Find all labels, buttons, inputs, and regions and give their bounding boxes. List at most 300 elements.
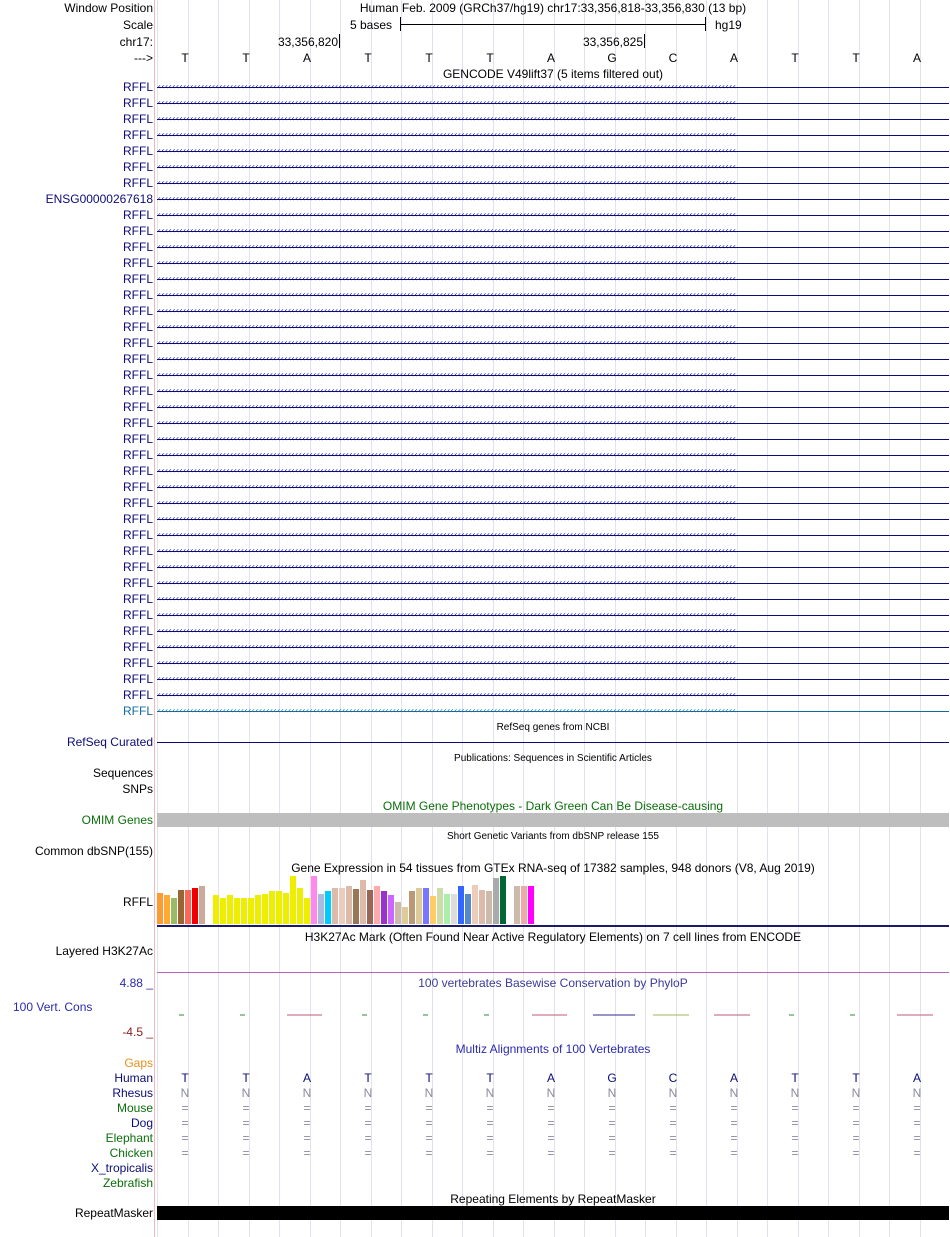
scale-text: 5 bases [350, 18, 393, 32]
multiz-base: = [669, 1146, 677, 1160]
ruler-tick-label: 33,356,820 [277, 35, 338, 49]
multiz-base: N [729, 1086, 739, 1100]
publications-sequences-label[interactable]: Sequences [92, 766, 153, 780]
multiz-base: N [180, 1086, 190, 1100]
gencode-transcript[interactable] [157, 355, 949, 363]
gencode-transcript[interactable] [157, 675, 949, 683]
multiz-base: T [852, 1071, 860, 1085]
multiz-gaps-label[interactable]: Gaps [124, 1056, 153, 1070]
gtex-tissue-bar[interactable] [416, 888, 422, 924]
h3k27ac-track-label[interactable]: Layered H3K27Ac [55, 944, 153, 958]
gencode-item-label[interactable]: ENSG00000267618 [45, 192, 153, 206]
multiz-base: = [303, 1131, 311, 1145]
multiz-base: = [181, 1101, 189, 1115]
multiz-base: N [363, 1086, 373, 1100]
gtex-tissue-bar[interactable] [437, 888, 443, 924]
label-divider [154, 0, 155, 1237]
gtex-tissue-bar[interactable] [493, 878, 499, 924]
gencode-item-label[interactable]: RFFL [123, 384, 153, 398]
gtex-tissue-bar[interactable] [276, 891, 282, 924]
strand-arrows: ‹‹‹‹‹‹‹‹‹‹‹‹‹‹‹‹‹‹‹‹‹‹‹‹‹‹‹‹‹‹‹‹‹‹‹‹‹‹‹‹‹‹‹‹‹‹‹‹‹‹‹‹‹‹‹‹‹‹‹‹‹‹‹‹‹‹‹‹‹‹‹‹‹‹‹‹‹‹‹‹‹‹‹‹‹‹‹‹‹‹‹‹‹‹‹‹‹‹‹‹‹‹‹‹‹‹‹‹‹‹‹‹‹‹‹‹‹‹‹‹‹‹‹‹‹‹‹‹‹‹‹‹‹‹‹‹‹‹‹‹‹‹‹‹‹‹‹‹‹‹‹‹‹‹‹‹‹‹‹‹ [157, 515, 736, 523]
refseq-track-label[interactable]: RefSeq Curated [66, 735, 153, 749]
gtex-tissue-bar[interactable] [332, 888, 338, 924]
gencode-item-label[interactable]: RFFL [123, 608, 153, 622]
gencode-transcript[interactable] [157, 339, 949, 347]
strand-arrows: ‹‹‹‹‹‹‹‹‹‹‹‹‹‹‹‹‹‹‹‹‹‹‹‹‹‹‹‹‹‹‹‹‹‹‹‹‹‹‹‹‹‹‹‹‹‹‹‹‹‹‹‹‹‹‹‹‹‹‹‹‹‹‹‹‹‹‹‹‹‹‹‹‹‹‹‹‹‹‹‹‹‹‹‹‹‹‹‹‹‹‹‹‹‹‹‹‹‹‹‹‹‹‹‹‹‹‹‹‹‹‹‹‹‹‹‹‹‹‹‹‹‹‹‹‹‹‹‹‹‹‹‹‹‹‹‹‹‹‹‹‹‹‹‹‹‹‹‹‹‹‹‹‹‹‹‹‹‹‹‹ [157, 195, 736, 203]
gencode-item-label[interactable]: RFFL [123, 160, 153, 174]
gencode-item-label[interactable]: RFFL [123, 528, 153, 542]
gencode-transcript[interactable] [157, 707, 949, 715]
gencode-transcript[interactable] [157, 483, 949, 491]
multiz-species-label[interactable]: Chicken [109, 1146, 153, 1160]
multiz-base: = [242, 1146, 250, 1160]
gencode-item-label[interactable]: RFFL [123, 448, 153, 462]
gencode-transcript[interactable] [157, 323, 949, 331]
gtex-tissue-bar[interactable] [178, 890, 184, 924]
multiz-base: A [546, 1071, 555, 1085]
gencode-transcript[interactable] [157, 83, 949, 91]
base-letter: A [546, 51, 555, 65]
gtex-tissue-bar[interactable] [479, 890, 485, 924]
gencode-item-label[interactable]: RFFL [123, 336, 153, 350]
strand-arrows: ‹‹‹‹‹‹‹‹‹‹‹‹‹‹‹‹‹‹‹‹‹‹‹‹‹‹‹‹‹‹‹‹‹‹‹‹‹‹‹‹‹‹‹‹‹‹‹‹‹‹‹‹‹‹‹‹‹‹‹‹‹‹‹‹‹‹‹‹‹‹‹‹‹‹‹‹‹‹‹‹‹‹‹‹‹‹‹‹‹‹‹‹‹‹‹‹‹‹‹‹‹‹‹‹‹‹‹‹‹‹‹‹‹‹‹‹‹‹‹‹‹‹‹‹‹‹‹‹‹‹‹‹‹‹‹‹‹‹‹‹‹‹‹‹‹‹‹‹‹‹‹‹‹‹‹‹‹‹‹‹ [157, 83, 736, 91]
gencode-item-label[interactable]: RFFL [123, 176, 153, 190]
conservation-min-label: -4.5 _ [122, 1025, 153, 1039]
multiz-species-label[interactable]: Zebrafish [102, 1176, 153, 1190]
gencode-item-label[interactable]: RFFL [123, 656, 153, 670]
multiz-base: = [181, 1116, 189, 1130]
gencode-transcript[interactable] [157, 179, 949, 187]
strand-arrows: ‹‹‹‹‹‹‹‹‹‹‹‹‹‹‹‹‹‹‹‹‹‹‹‹‹‹‹‹‹‹‹‹‹‹‹‹‹‹‹‹‹‹‹‹‹‹‹‹‹‹‹‹‹‹‹‹‹‹‹‹‹‹‹‹‹‹‹‹‹‹‹‹‹‹‹‹‹‹‹‹‹‹‹‹‹‹‹‹‹‹‹‹‹‹‹‹‹‹‹‹‹‹‹‹‹‹‹‹‹‹‹‹‹‹‹‹‹‹‹‹‹‹‹‹‹‹‹‹‹‹‹‹‹‹‹‹‹‹‹‹‹‹‹‹‹‹‹‹‹‹‹‹‹‹‹‹‹‹‹‹ [157, 531, 736, 539]
gencode-item-label[interactable]: RFFL [123, 96, 153, 110]
strand-arrows: ‹‹‹‹‹‹‹‹‹‹‹‹‹‹‹‹‹‹‹‹‹‹‹‹‹‹‹‹‹‹‹‹‹‹‹‹‹‹‹‹‹‹‹‹‹‹‹‹‹‹‹‹‹‹‹‹‹‹‹‹‹‹‹‹‹‹‹‹‹‹‹‹‹‹‹‹‹‹‹‹‹‹‹‹‹‹‹‹‹‹‹‹‹‹‹‹‹‹‹‹‹‹‹‹‹‹‹‹‹‹‹‹‹‹‹‹‹‹‹‹‹‹‹‹‹‹‹‹‹‹‹‹‹‹‹‹‹‹‹‹‹‹‹‹‹‹‹‹‹‹‹‹‹‹‹‹‹‹‹‹ [157, 403, 736, 411]
gtex-tissue-bar[interactable] [339, 888, 345, 924]
publications-snps-label[interactable]: SNPs [122, 782, 153, 796]
multiz-base: N [546, 1086, 556, 1100]
gencode-item-label[interactable]: RFFL [123, 496, 153, 510]
gtex-tissue-bar[interactable] [290, 876, 296, 924]
multiz-base: = [608, 1101, 616, 1115]
gencode-transcript[interactable] [157, 275, 949, 283]
multiz-base: = [791, 1131, 799, 1145]
base-letter: T [852, 51, 860, 65]
gencode-item-label[interactable]: RFFL [123, 320, 153, 334]
multiz-base: = [608, 1131, 616, 1145]
gencode-item-label[interactable]: RFFL [123, 688, 153, 702]
multiz-base: = [425, 1131, 433, 1145]
gtex-tissue-bar[interactable] [451, 894, 457, 924]
conservation-track-label[interactable]: 100 Vert. Cons [13, 1000, 93, 1014]
strand-arrows: ‹‹‹‹‹‹‹‹‹‹‹‹‹‹‹‹‹‹‹‹‹‹‹‹‹‹‹‹‹‹‹‹‹‹‹‹‹‹‹‹‹‹‹‹‹‹‹‹‹‹‹‹‹‹‹‹‹‹‹‹‹‹‹‹‹‹‹‹‹‹‹‹‹‹‹‹‹‹‹‹‹‹‹‹‹‹‹‹‹‹‹‹‹‹‹‹‹‹‹‹‹‹‹‹‹‹‹‹‹‹‹‹‹‹‹‹‹‹‹‹‹‹‹‹‹‹‹‹‹‹‹‹‹‹‹‹‹‹‹‹‹‹‹‹‹‹‹‹‹‹‹‹‹‹‹‹‹‹‹‹ [157, 179, 736, 187]
gtex-tissue-bar[interactable] [227, 895, 233, 924]
strand-arrows: ‹‹‹‹‹‹‹‹‹‹‹‹‹‹‹‹‹‹‹‹‹‹‹‹‹‹‹‹‹‹‹‹‹‹‹‹‹‹‹‹‹‹‹‹‹‹‹‹‹‹‹‹‹‹‹‹‹‹‹‹‹‹‹‹‹‹‹‹‹‹‹‹‹‹‹‹‹‹‹‹‹‹‹‹‹‹‹‹‹‹‹‹‹‹‹‹‹‹‹‹‹‹‹‹‹‹‹‹‹‹‹‹‹‹‹‹‹‹‹‹‹‹‹‹‹‹‹‹‹‹‹‹‹‹‹‹‹‹‹‹‹‹‹‹‹‹‹‹‹‹‹‹‹‹‹‹‹‹‹‹ [157, 467, 736, 475]
gencode-item-label[interactable]: RFFL [123, 464, 153, 478]
multiz-base: = [364, 1146, 372, 1160]
strand-arrows: ‹‹‹‹‹‹‹‹‹‹‹‹‹‹‹‹‹‹‹‹‹‹‹‹‹‹‹‹‹‹‹‹‹‹‹‹‹‹‹‹‹‹‹‹‹‹‹‹‹‹‹‹‹‹‹‹‹‹‹‹‹‹‹‹‹‹‹‹‹‹‹‹‹‹‹‹‹‹‹‹‹‹‹‹‹‹‹‹‹‹‹‹‹‹‹‹‹‹‹‹‹‹‹‹‹‹‹‹‹‹‹‹‹‹‹‹‹‹‹‹‹‹‹‹‹‹‹‹‹‹‹‹‹‹‹‹‹‹‹‹‹‹‹‹‹‹‹‹‹‹‹‹‹‹‹‹‹‹‹‹ [157, 339, 736, 347]
conservation-plot [157, 1000, 949, 1030]
multiz-base: = [242, 1101, 250, 1115]
gtex-tissue-bar[interactable] [325, 891, 331, 924]
multiz-base: N [668, 1086, 678, 1100]
multiz-base: = [669, 1131, 677, 1145]
conservation-track-title[interactable]: 100 vertebrates Basewise Conservation by PhyloP [418, 976, 688, 990]
gtex-tissue-bar[interactable] [514, 886, 520, 924]
base-letter: T [364, 51, 372, 65]
strand-arrows: ‹‹‹‹‹‹‹‹‹‹‹‹‹‹‹‹‹‹‹‹‹‹‹‹‹‹‹‹‹‹‹‹‹‹‹‹‹‹‹‹‹‹‹‹‹‹‹‹‹‹‹‹‹‹‹‹‹‹‹‹‹‹‹‹‹‹‹‹‹‹‹‹‹‹‹‹‹‹‹‹‹‹‹‹‹‹‹‹‹‹‹‹‹‹‹‹‹‹‹‹‹‹‹‹‹‹‹‹‹‹‹‹‹‹‹‹‹‹‹‹‹‹‹‹‹‹‹‹‹‹‹‹‹‹‹‹‹‹‹‹‹‹‹‹‹‹‹‹‹‹‹‹‹‹‹‹‹‹‹‹ [157, 115, 736, 123]
strand-arrows: ‹‹‹‹‹‹‹‹‹‹‹‹‹‹‹‹‹‹‹‹‹‹‹‹‹‹‹‹‹‹‹‹‹‹‹‹‹‹‹‹‹‹‹‹‹‹‹‹‹‹‹‹‹‹‹‹‹‹‹‹‹‹‹‹‹‹‹‹‹‹‹‹‹‹‹‹‹‹‹‹‹‹‹‹‹‹‹‹‹‹‹‹‹‹‹‹‹‹‹‹‹‹‹‹‹‹‹‹‹‹‹‹‹‹‹‹‹‹‹‹‹‹‹‹‹‹‹‹‹‹‹‹‹‹‹‹‹‹‹‹‹‹‹‹‹‹‹‹‹‹‹‹‹‹‹‹‹‹‹‹ [157, 659, 736, 667]
gencode-item-label[interactable]: RFFL [123, 304, 153, 318]
gencode-transcript[interactable] [157, 595, 949, 603]
gtex-tissue-bar[interactable] [374, 886, 380, 924]
repeatmasker-track-title[interactable]: Repeating Elements by RepeatMasker [450, 1192, 656, 1206]
gtex-tissue-bar[interactable] [395, 902, 401, 924]
gencode-transcript[interactable] [157, 259, 949, 267]
multiz-track-title[interactable]: Multiz Alignments of 100 Vertebrates [455, 1042, 651, 1056]
multiz-base: = [547, 1116, 555, 1130]
window-position-text: Human Feb. 2009 (GRCh37/hg19) chr17:33,356,818-33,356,830 (13 bp) [359, 1, 747, 15]
gtex-tissue-bar[interactable] [311, 876, 317, 924]
multiz-species-label[interactable]: Rhesus [112, 1086, 153, 1100]
gencode-item-label[interactable]: RFFL [123, 128, 153, 142]
gtex-tissue-bar[interactable] [444, 894, 450, 924]
gtex-tissue-bar[interactable] [199, 886, 205, 924]
multiz-species-label[interactable]: Human [114, 1071, 153, 1085]
multiz-base: A [912, 1071, 921, 1085]
strand-label: ---> [134, 51, 153, 65]
gencode-item-label[interactable]: RFFL [123, 560, 153, 574]
gencode-transcript[interactable] [157, 387, 949, 395]
base-letter: C [668, 51, 678, 65]
gencode-transcript[interactable] [157, 131, 949, 139]
gencode-item-label[interactable]: RFFL [123, 512, 153, 526]
gtex-tissue-bar[interactable] [381, 891, 387, 924]
gencode-item-label[interactable]: RFFL [123, 624, 153, 638]
gtex-tissue-bar[interactable] [164, 895, 170, 924]
multiz-base: = [303, 1146, 311, 1160]
gencode-item-label[interactable]: RFFL [123, 288, 153, 302]
gencode-transcript[interactable] [157, 99, 949, 107]
multiz-base: A [729, 1071, 738, 1085]
gtex-tissue-bar[interactable] [367, 890, 373, 924]
repeatmasker-track-label[interactable]: RepeatMasker [74, 1206, 153, 1220]
gencode-item-label[interactable]: RFFL [123, 704, 153, 718]
gencode-item-label[interactable]: RFFL [123, 80, 153, 94]
gencode-item-label[interactable]: RFFL [123, 144, 153, 158]
gtex-tissue-bar[interactable] [486, 891, 492, 924]
multiz-base: = [242, 1116, 250, 1130]
gencode-transcript[interactable] [157, 547, 949, 555]
strand-arrows: ‹‹‹‹‹‹‹‹‹‹‹‹‹‹‹‹‹‹‹‹‹‹‹‹‹‹‹‹‹‹‹‹‹‹‹‹‹‹‹‹‹‹‹‹‹‹‹‹‹‹‹‹‹‹‹‹‹‹‹‹‹‹‹‹‹‹‹‹‹‹‹‹‹‹‹‹‹‹‹‹‹‹‹‹‹‹‹‹‹‹‹‹‹‹‹‹‹‹‹‹‹‹‹‹‹‹‹‹‹‹‹‹‹‹‹‹‹‹‹‹‹‹‹‹‹‹‹‹‹‹‹‹‹‹‹‹‹‹‹‹‹‹‹‹‹‹‹‹‹‹‹‹‹‹‹‹‹‹‹‹ [157, 499, 736, 507]
multiz-base: T [486, 1071, 494, 1085]
gencode-track-title[interactable]: GENCODE V49lift37 (5 items filtered out) [442, 67, 664, 81]
multiz-base: = [791, 1116, 799, 1130]
gtex-tissue-bar[interactable] [409, 891, 415, 924]
multiz-base: N [607, 1086, 617, 1100]
strand-arrows: ‹‹‹‹‹‹‹‹‹‹‹‹‹‹‹‹‹‹‹‹‹‹‹‹‹‹‹‹‹‹‹‹‹‹‹‹‹‹‹‹‹‹‹‹‹‹‹‹‹‹‹‹‹‹‹‹‹‹‹‹‹‹‹‹‹‹‹‹‹‹‹‹‹‹‹‹‹‹‹‹‹‹‹‹‹‹‹‹‹‹‹‹‹‹‹‹‹‹‹‹‹‹‹‹‹‹‹‹‹‹‹‹‹‹‹‹‹‹‹‹‹‹‹‹‹‹‹‹‹‹‹‹‹‹‹‹‹‹‹‹‹‹‹‹‹‹‹‹‹‹‹‹‹‹‹‹‹‹‹‹ [157, 579, 736, 587]
multiz-base: = [608, 1146, 616, 1160]
strand-arrows: ‹‹‹‹‹‹‹‹‹‹‹‹‹‹‹‹‹‹‹‹‹‹‹‹‹‹‹‹‹‹‹‹‹‹‹‹‹‹‹‹‹‹‹‹‹‹‹‹‹‹‹‹‹‹‹‹‹‹‹‹‹‹‹‹‹‹‹‹‹‹‹‹‹‹‹‹‹‹‹‹‹‹‹‹‹‹‹‹‹‹‹‹‹‹‹‹‹‹‹‹‹‹‹‹‹‹‹‹‹‹‹‹‹‹‹‹‹‹‹‹‹‹‹‹‹‹‹‹‹‹‹‹‹‹‹‹‹‹‹‹‹‹‹‹‹‹‹‹‹‹‹‹‹‹‹‹‹‹‹‹ [157, 275, 736, 283]
gencode-item-label[interactable]: RFFL [123, 368, 153, 382]
gencode-transcript[interactable] [157, 371, 949, 379]
scale-bar [400, 24, 706, 25]
strand-arrows: ‹‹‹‹‹‹‹‹‹‹‹‹‹‹‹‹‹‹‹‹‹‹‹‹‹‹‹‹‹‹‹‹‹‹‹‹‹‹‹‹‹‹‹‹‹‹‹‹‹‹‹‹‹‹‹‹‹‹‹‹‹‹‹‹‹‹‹‹‹‹‹‹‹‹‹‹‹‹‹‹‹‹‹‹‹‹‹‹‹‹‹‹‹‹‹‹‹‹‹‹‹‹‹‹‹‹‹‹‹‹‹‹‹‹‹‹‹‹‹‹‹‹‹‹‹‹‹‹‹‹‹‹‹‹‹‹‹‹‹‹‹‹‹‹‹‹‹‹‹‹‹‹‹‹‹‹‹‹‹‹ [157, 99, 736, 107]
multiz-base: = [730, 1116, 738, 1130]
gencode-item-label[interactable]: RFFL [123, 112, 153, 126]
gencode-transcript[interactable] [157, 563, 949, 571]
multiz-base: A [302, 1071, 311, 1085]
multiz-base: N [851, 1086, 861, 1100]
base-letter: T [791, 51, 799, 65]
gtex-tissue-bar[interactable] [500, 876, 506, 924]
strand-arrows: ‹‹‹‹‹‹‹‹‹‹‹‹‹‹‹‹‹‹‹‹‹‹‹‹‹‹‹‹‹‹‹‹‹‹‹‹‹‹‹‹‹‹‹‹‹‹‹‹‹‹‹‹‹‹‹‹‹‹‹‹‹‹‹‹‹‹‹‹‹‹‹‹‹‹‹‹‹‹‹‹‹‹‹‹‹‹‹‹‹‹‹‹‹‹‹‹‹‹‹‹‹‹‹‹‹‹‹‹‹‹‹‹‹‹‹‹‹‹‹‹‹‹‹‹‹‹‹‹‹‹‹‹‹‹‹‹‹‹‹‹‹‹‹‹‹‹‹‹‹‹‹‹‹‹‹‹‹‹‹‹ [157, 323, 736, 331]
strand-arrows: ‹‹‹‹‹‹‹‹‹‹‹‹‹‹‹‹‹‹‹‹‹‹‹‹‹‹‹‹‹‹‹‹‹‹‹‹‹‹‹‹‹‹‹‹‹‹‹‹‹‹‹‹‹‹‹‹‹‹‹‹‹‹‹‹‹‹‹‹‹‹‹‹‹‹‹‹‹‹‹‹‹‹‹‹‹‹‹‹‹‹‹‹‹‹‹‹‹‹‹‹‹‹‹‹‹‹‹‹‹‹‹‹‹‹‹‹‹‹‹‹‹‹‹‹‹‹‹‹‹‹‹‹‹‹‹‹‹‹‹‹‹‹‹‹‹‹‹‹‹‹‹‹‹‹‹‹‹‹‹‹ [157, 483, 736, 491]
multiz-base: T [364, 1071, 372, 1085]
gencode-item-label[interactable]: RFFL [123, 224, 153, 238]
multiz-base: = [730, 1131, 738, 1145]
base-letter: A [302, 51, 311, 65]
gtex-tissue-bar[interactable] [283, 893, 289, 924]
gtex-tissue-bar[interactable] [157, 893, 163, 924]
repeatmasker-bar[interactable] [157, 1206, 949, 1220]
gtex-tissue-bar[interactable] [458, 886, 464, 924]
gtex-tissue-bar[interactable] [472, 885, 478, 924]
gencode-transcript[interactable] [157, 419, 949, 427]
gencode-item-label[interactable]: RFFL [123, 672, 153, 686]
gencode-item-label[interactable]: RFFL [123, 352, 153, 366]
gtex-tissue-bar[interactable] [304, 898, 310, 924]
gencode-item-label[interactable]: RFFL [123, 256, 153, 270]
multiz-species-label[interactable]: Elephant [105, 1131, 153, 1145]
strand-arrows: ‹‹‹‹‹‹‹‹‹‹‹‹‹‹‹‹‹‹‹‹‹‹‹‹‹‹‹‹‹‹‹‹‹‹‹‹‹‹‹‹‹‹‹‹‹‹‹‹‹‹‹‹‹‹‹‹‹‹‹‹‹‹‹‹‹‹‹‹‹‹‹‹‹‹‹‹‹‹‹‹‹‹‹‹‹‹‹‹‹‹‹‹‹‹‹‹‹‹‹‹‹‹‹‹‹‹‹‹‹‹‹‹‹‹‹‹‹‹‹‹‹‹‹‹‹‹‹‹‹‹‹‹‹‹‹‹‹‹‹‹‹‹‹‹‹‹‹‹‹‹‹‹‹‹‹‹‹‹‹‹ [157, 307, 736, 315]
gencode-item-label[interactable]: RFFL [123, 208, 153, 222]
strand-arrows: ‹‹‹‹‹‹‹‹‹‹‹‹‹‹‹‹‹‹‹‹‹‹‹‹‹‹‹‹‹‹‹‹‹‹‹‹‹‹‹‹‹‹‹‹‹‹‹‹‹‹‹‹‹‹‹‹‹‹‹‹‹‹‹‹‹‹‹‹‹‹‹‹‹‹‹‹‹‹‹‹‹‹‹‹‹‹‹‹‹‹‹‹‹‹‹‹‹‹‹‹‹‹‹‹‹‹‹‹‹‹‹‹‹‹‹‹‹‹‹‹‹‹‹‹‹‹‹‹‹‹‹‹‹‹‹‹‹‹‹‹‹‹‹‹‹‹‹‹‹‹‹‹‹‹‹‹‹‹‹‹ [157, 147, 736, 155]
gencode-transcript[interactable] [157, 307, 949, 315]
gtex-tissue-bar[interactable] [269, 891, 275, 924]
base-letter: T [486, 51, 494, 65]
multiz-base: = [486, 1146, 494, 1160]
gtex-tissue-bar[interactable] [423, 888, 429, 924]
strand-arrows: ‹‹‹‹‹‹‹‹‹‹‹‹‹‹‹‹‹‹‹‹‹‹‹‹‹‹‹‹‹‹‹‹‹‹‹‹‹‹‹‹‹‹‹‹‹‹‹‹‹‹‹‹‹‹‹‹‹‹‹‹‹‹‹‹‹‹‹‹‹‹‹‹‹‹‹‹‹‹‹‹‹‹‹‹‹‹‹‹‹‹‹‹‹‹‹‹‹‹‹‹‹‹‹‹‹‹‹‹‹‹‹‹‹‹‹‹‹‹‹‹‹‹‹‹‹‹‹‹‹‹‹‹‹‹‹‹‹‹‹‹‹‹‹‹‹‹‹‹‹‹‹‹‹‹‹‹‹‹‹‹ [157, 611, 736, 619]
gtex-tissue-bar[interactable] [241, 898, 247, 924]
gencode-item-label[interactable]: RFFL [123, 272, 153, 286]
conservation-max-label: 4.88 _ [119, 976, 153, 990]
multiz-base: = [303, 1116, 311, 1130]
multiz-base: = [730, 1101, 738, 1115]
gencode-item-label[interactable]: RFFL [123, 400, 153, 414]
gencode-transcript[interactable] [157, 659, 949, 667]
assembly-label: hg19 [715, 18, 742, 32]
gencode-transcript[interactable] [157, 579, 949, 587]
gencode-transcript[interactable] [157, 627, 949, 635]
multiz-base: = [608, 1116, 616, 1130]
gencode-transcript[interactable] [157, 467, 949, 475]
refseq-gene-line[interactable] [157, 742, 949, 743]
multiz-species-label[interactable]: X_tropicalis [90, 1161, 153, 1175]
gencode-transcript[interactable] [157, 611, 949, 619]
gencode-transcript[interactable] [157, 531, 949, 539]
dbsnp-track-title[interactable]: Short Genetic Variants from dbSNP release 155 [447, 831, 659, 842]
multiz-species-label[interactable]: Mouse [116, 1101, 153, 1115]
strand-arrows: ‹‹‹‹‹‹‹‹‹‹‹‹‹‹‹‹‹‹‹‹‹‹‹‹‹‹‹‹‹‹‹‹‹‹‹‹‹‹‹‹‹‹‹‹‹‹‹‹‹‹‹‹‹‹‹‹‹‹‹‹‹‹‹‹‹‹‹‹‹‹‹‹‹‹‹‹‹‹‹‹‹‹‹‹‹‹‹‹‹‹‹‹‹‹‹‹‹‹‹‹‹‹‹‹‹‹‹‹‹‹‹‹‹‹‹‹‹‹‹‹‹‹‹‹‹‹‹‹‹‹‹‹‹‹‹‹‹‹‹‹‹‹‹‹‹‹‹‹‹‹‹‹‹‹‹‹‹‹‹‹ [157, 547, 736, 555]
gencode-transcript[interactable] [157, 115, 949, 123]
gencode-transcript[interactable] [157, 691, 949, 699]
multiz-base: = [425, 1101, 433, 1115]
multiz-base: = [791, 1101, 799, 1115]
multiz-species-label[interactable]: Dog [130, 1116, 153, 1130]
base-letter: G [607, 51, 617, 65]
omim-track-label[interactable]: OMIM Genes [81, 813, 153, 827]
strand-arrows: ‹‹‹‹‹‹‹‹‹‹‹‹‹‹‹‹‹‹‹‹‹‹‹‹‹‹‹‹‹‹‹‹‹‹‹‹‹‹‹‹‹‹‹‹‹‹‹‹‹‹‹‹‹‹‹‹‹‹‹‹‹‹‹‹‹‹‹‹‹‹‹‹‹‹‹‹‹‹‹‹‹‹‹‹‹‹‹‹‹‹‹‹‹‹‹‹‹‹‹‹‹‹‹‹‹‹‹‹‹‹‹‹‹‹‹‹‹‹‹‹‹‹‹‹‹‹‹‹‹‹‹‹‹‹‹‹‹‹‹‹‹‹‹‹‹‹‹‹‹‹‹‹‹‹‹‹‹‹‹‹ [157, 131, 736, 139]
multiz-base: N [912, 1086, 922, 1100]
multiz-base: T [425, 1071, 433, 1085]
multiz-base: = [669, 1116, 677, 1130]
gtex-tissue-bar[interactable] [528, 886, 534, 924]
gencode-item-label[interactable]: RFFL [123, 416, 153, 430]
refseq-track-title[interactable]: RefSeq genes from NCBI [496, 722, 610, 733]
multiz-base: = [547, 1146, 555, 1160]
gencode-item-label[interactable]: RFFL [123, 576, 153, 590]
strand-arrows: ‹‹‹‹‹‹‹‹‹‹‹‹‹‹‹‹‹‹‹‹‹‹‹‹‹‹‹‹‹‹‹‹‹‹‹‹‹‹‹‹‹‹‹‹‹‹‹‹‹‹‹‹‹‹‹‹‹‹‹‹‹‹‹‹‹‹‹‹‹‹‹‹‹‹‹‹‹‹‹‹‹‹‹‹‹‹‹‹‹‹‹‹‹‹‹‹‹‹‹‹‹‹‹‹‹‹‹‹‹‹‹‹‹‹‹‹‹‹‹‹‹‹‹‹‹‹‹‹‹‹‹‹‹‹‹‹‹‹‹‹‹‹‹‹‹‹‹‹‹‹‹‹‹‹‹‹‹‹‹‹ [157, 419, 736, 427]
multiz-base: N [485, 1086, 495, 1100]
scale-bar-right-tick [705, 17, 706, 31]
gtex-tissue-bar[interactable] [521, 886, 527, 924]
multiz-base: T [181, 1071, 189, 1085]
strand-arrows: ‹‹‹‹‹‹‹‹‹‹‹‹‹‹‹‹‹‹‹‹‹‹‹‹‹‹‹‹‹‹‹‹‹‹‹‹‹‹‹‹‹‹‹‹‹‹‹‹‹‹‹‹‹‹‹‹‹‹‹‹‹‹‹‹‹‹‹‹‹‹‹‹‹‹‹‹‹‹‹‹‹‹‹‹‹‹‹‹‹‹‹‹‹‹‹‹‹‹‹‹‹‹‹‹‹‹‹‹‹‹‹‹‹‹‹‹‹‹‹‹‹‹‹‹‹‹‹‹‹‹‹‹‹‹‹‹‹‹‹‹‹‹‹‹‹‹‹‹‹‹‹‹‹‹‹‹‹‹‹‹ [157, 563, 736, 571]
multiz-base: = [303, 1101, 311, 1115]
gtex-tissue-bar[interactable] [318, 894, 324, 924]
gencode-item-label[interactable]: RFFL [123, 240, 153, 254]
multiz-base: = [486, 1131, 494, 1145]
gencode-transcript[interactable] [157, 451, 949, 459]
gencode-transcript[interactable] [157, 291, 949, 299]
multiz-base: G [607, 1071, 617, 1085]
multiz-base: = [181, 1146, 189, 1160]
gencode-transcript[interactable] [157, 195, 949, 203]
gtex-tissue-bar[interactable] [213, 895, 219, 924]
gencode-transcript[interactable] [157, 211, 949, 219]
multiz-base: N [241, 1086, 251, 1100]
gencode-transcript[interactable] [157, 403, 949, 411]
gencode-item-label[interactable]: RFFL [123, 432, 153, 446]
gtex-tissue-bar[interactable] [185, 890, 191, 924]
strand-arrows: ‹‹‹‹‹‹‹‹‹‹‹‹‹‹‹‹‹‹‹‹‹‹‹‹‹‹‹‹‹‹‹‹‹‹‹‹‹‹‹‹‹‹‹‹‹‹‹‹‹‹‹‹‹‹‹‹‹‹‹‹‹‹‹‹‹‹‹‹‹‹‹‹‹‹‹‹‹‹‹‹‹‹‹‹‹‹‹‹‹‹‹‹‹‹‹‹‹‹‹‹‹‹‹‹‹‹‹‹‹‹‹‹‹‹‹‹‹‹‹‹‹‹‹‹‹‹‹‹‹‹‹‹‹‹‹‹‹‹‹‹‹‹‹‹‹‹‹‹‹‹‹‹‹‹‹‹‹‹‹‹ [157, 259, 736, 267]
strand-arrows: ‹‹‹‹‹‹‹‹‹‹‹‹‹‹‹‹‹‹‹‹‹‹‹‹‹‹‹‹‹‹‹‹‹‹‹‹‹‹‹‹‹‹‹‹‹‹‹‹‹‹‹‹‹‹‹‹‹‹‹‹‹‹‹‹‹‹‹‹‹‹‹‹‹‹‹‹‹‹‹‹‹‹‹‹‹‹‹‹‹‹‹‹‹‹‹‹‹‹‹‹‹‹‹‹‹‹‹‹‹‹‹‹‹‹‹‹‹‹‹‹‹‹‹‹‹‹‹‹‹‹‹‹‹‹‹‹‹‹‹‹‹‹‹‹‹‹‹‹‹‹‹‹‹‹‹‹‹‹‹‹ [157, 675, 736, 683]
strand-arrows: ‹‹‹‹‹‹‹‹‹‹‹‹‹‹‹‹‹‹‹‹‹‹‹‹‹‹‹‹‹‹‹‹‹‹‹‹‹‹‹‹‹‹‹‹‹‹‹‹‹‹‹‹‹‹‹‹‹‹‹‹‹‹‹‹‹‹‹‹‹‹‹‹‹‹‹‹‹‹‹‹‹‹‹‹‹‹‹‹‹‹‹‹‹‹‹‹‹‹‹‹‹‹‹‹‹‹‹‹‹‹‹‹‹‹‹‹‹‹‹‹‹‹‹‹‹‹‹‹‹‹‹‹‹‹‹‹‹‹‹‹‹‹‹‹‹‹‹‹‹‹‹‹‹‹‹‹‹‹‹‹ [157, 691, 736, 699]
multiz-base: T [242, 1071, 250, 1085]
gtex-tissue-bar[interactable] [402, 907, 408, 924]
multiz-base: = [364, 1116, 372, 1130]
base-letter: A [729, 51, 738, 65]
multiz-base: N [790, 1086, 800, 1100]
gtex-tissue-bar[interactable] [465, 894, 471, 924]
gencode-transcript[interactable] [157, 147, 949, 155]
multiz-base: = [791, 1146, 799, 1160]
gencode-transcript[interactable] [157, 515, 949, 523]
multiz-base: = [486, 1101, 494, 1115]
gtex-tissue-bar[interactable] [360, 880, 366, 924]
publications-track-title[interactable]: Publications: Sequences in Scientific Articles [454, 753, 652, 764]
base-letter: A [912, 51, 921, 65]
multiz-base: = [852, 1131, 860, 1145]
gtex-tissue-bar[interactable] [262, 894, 268, 924]
omim-track-title[interactable]: OMIM Gene Phenotypes - Dark Green Can Be Disease-causing [382, 799, 724, 813]
gtex-tissue-bar[interactable] [255, 895, 261, 924]
multiz-base: = [425, 1116, 433, 1130]
multiz-base: = [852, 1116, 860, 1130]
gtex-tissue-bar[interactable] [220, 898, 226, 924]
multiz-base: = [913, 1101, 921, 1115]
gencode-item-label[interactable]: RFFL [123, 640, 153, 654]
gencode-transcript[interactable] [157, 643, 949, 651]
strand-arrows: ‹‹‹‹‹‹‹‹‹‹‹‹‹‹‹‹‹‹‹‹‹‹‹‹‹‹‹‹‹‹‹‹‹‹‹‹‹‹‹‹‹‹‹‹‹‹‹‹‹‹‹‹‹‹‹‹‹‹‹‹‹‹‹‹‹‹‹‹‹‹‹‹‹‹‹‹‹‹‹‹‹‹‹‹‹‹‹‹‹‹‹‹‹‹‹‹‹‹‹‹‹‹‹‹‹‹‹‹‹‹‹‹‹‹‹‹‹‹‹‹‹‹‹‹‹‹‹‹‹‹‹‹‹‹‹‹‹‹‹‹‹‹‹‹‹‹‹‹‹‹‹‹‹‹‹‹‹‹‹‹ [157, 387, 736, 395]
gtex-tissue-bar[interactable] [353, 889, 359, 924]
h3k27ac-signal-line [157, 972, 949, 973]
strand-arrows: ‹‹‹‹‹‹‹‹‹‹‹‹‹‹‹‹‹‹‹‹‹‹‹‹‹‹‹‹‹‹‹‹‹‹‹‹‹‹‹‹‹‹‹‹‹‹‹‹‹‹‹‹‹‹‹‹‹‹‹‹‹‹‹‹‹‹‹‹‹‹‹‹‹‹‹‹‹‹‹‹‹‹‹‹‹‹‹‹‹‹‹‹‹‹‹‹‹‹‹‹‹‹‹‹‹‹‹‹‹‹‹‹‹‹‹‹‹‹‹‹‹‹‹‹‹‹‹‹‹‹‹‹‹‹‹‹‹‹‹‹‹‹‹‹‹‹‹‹‹‹‹‹‹‹‹‹‹‹‹‹ [157, 707, 736, 715]
h3k27ac-track-title[interactable]: H3K27Ac Mark (Often Found Near Active Regulatory Elements) on 7 cell lines from ENCODE [304, 930, 802, 944]
gtex-track-title[interactable]: Gene Expression in 54 tissues from GTEx RNA-seq of 17382 samples, 948 donors (V8, Aug 2019) [291, 861, 815, 875]
gencode-transcript[interactable] [157, 243, 949, 251]
multiz-base: N [302, 1086, 312, 1100]
gencode-item-label[interactable]: RFFL [123, 480, 153, 494]
gencode-transcript[interactable] [157, 435, 949, 443]
multiz-base: = [364, 1131, 372, 1145]
gtex-tissue-bar[interactable] [234, 898, 240, 924]
multiz-base: = [242, 1131, 250, 1145]
strand-arrows: ‹‹‹‹‹‹‹‹‹‹‹‹‹‹‹‹‹‹‹‹‹‹‹‹‹‹‹‹‹‹‹‹‹‹‹‹‹‹‹‹‹‹‹‹‹‹‹‹‹‹‹‹‹‹‹‹‹‹‹‹‹‹‹‹‹‹‹‹‹‹‹‹‹‹‹‹‹‹‹‹‹‹‹‹‹‹‹‹‹‹‹‹‹‹‹‹‹‹‹‹‹‹‹‹‹‹‹‹‹‹‹‹‹‹‹‹‹‹‹‹‹‹‹‹‹‹‹‹‹‹‹‹‹‹‹‹‹‹‹‹‹‹‹‹‹‹‹‹‹‹‹‹‹‹‹‹‹‹‹‹ [157, 291, 736, 299]
omim-gene-bar[interactable] [157, 813, 949, 827]
gtex-tissue-bar[interactable] [346, 886, 352, 924]
multiz-base: = [486, 1116, 494, 1130]
multiz-base: = [913, 1146, 921, 1160]
gencode-item-label[interactable]: RFFL [123, 592, 153, 606]
multiz-base: = [547, 1101, 555, 1115]
strand-arrows: ‹‹‹‹‹‹‹‹‹‹‹‹‹‹‹‹‹‹‹‹‹‹‹‹‹‹‹‹‹‹‹‹‹‹‹‹‹‹‹‹‹‹‹‹‹‹‹‹‹‹‹‹‹‹‹‹‹‹‹‹‹‹‹‹‹‹‹‹‹‹‹‹‹‹‹‹‹‹‹‹‹‹‹‹‹‹‹‹‹‹‹‹‹‹‹‹‹‹‹‹‹‹‹‹‹‹‹‹‹‹‹‹‹‹‹‹‹‹‹‹‹‹‹‹‹‹‹‹‹‹‹‹‹‹‹‹‹‹‹‹‹‹‹‹‹‹‹‹‹‹‹‹‹‹‹‹‹‹‹‹ [157, 451, 736, 459]
ruler-tick [339, 34, 340, 48]
gencode-transcript[interactable] [157, 499, 949, 507]
gtex-track-label[interactable]: RFFL [123, 895, 153, 909]
gtex-tissue-bar[interactable] [297, 888, 303, 924]
scale-label: Scale [122, 18, 153, 32]
multiz-base: = [425, 1146, 433, 1160]
multiz-base: = [669, 1101, 677, 1115]
gtex-tissue-bar[interactable] [192, 888, 198, 924]
multiz-base: = [364, 1101, 372, 1115]
scale-bar-left-tick [400, 17, 401, 31]
dbsnp-track-label[interactable]: Common dbSNP(155) [34, 844, 153, 858]
strand-arrows: ‹‹‹‹‹‹‹‹‹‹‹‹‹‹‹‹‹‹‹‹‹‹‹‹‹‹‹‹‹‹‹‹‹‹‹‹‹‹‹‹‹‹‹‹‹‹‹‹‹‹‹‹‹‹‹‹‹‹‹‹‹‹‹‹‹‹‹‹‹‹‹‹‹‹‹‹‹‹‹‹‹‹‹‹‹‹‹‹‹‹‹‹‹‹‹‹‹‹‹‹‹‹‹‹‹‹‹‹‹‹‹‹‹‹‹‹‹‹‹‹‹‹‹‹‹‹‹‹‹‹‹‹‹‹‹‹‹‹‹‹‹‹‹‹‹‹‹‹‹‹‹‹‹‹‹‹‹‹‹‹ [157, 643, 736, 651]
multiz-base: = [547, 1131, 555, 1145]
gtex-tissue-bar[interactable] [388, 895, 394, 924]
gtex-tissue-bar[interactable] [248, 898, 254, 924]
ruler-tick [644, 34, 645, 48]
strand-arrows: ‹‹‹‹‹‹‹‹‹‹‹‹‹‹‹‹‹‹‹‹‹‹‹‹‹‹‹‹‹‹‹‹‹‹‹‹‹‹‹‹‹‹‹‹‹‹‹‹‹‹‹‹‹‹‹‹‹‹‹‹‹‹‹‹‹‹‹‹‹‹‹‹‹‹‹‹‹‹‹‹‹‹‹‹‹‹‹‹‹‹‹‹‹‹‹‹‹‹‹‹‹‹‹‹‹‹‹‹‹‹‹‹‹‹‹‹‹‹‹‹‹‹‹‹‹‹‹‹‹‹‹‹‹‹‹‹‹‹‹‹‹‹‹‹‹‹‹‹‹‹‹‹‹‹‹‹‹‹‹‹ [157, 355, 736, 363]
ruler-tick-label: 33,356,825 [582, 35, 643, 49]
multiz-base: = [730, 1146, 738, 1160]
gtex-bar-chart[interactable] [157, 876, 557, 924]
gtex-baseline [157, 925, 949, 927]
gtex-tissue-bar[interactable] [430, 896, 436, 924]
gencode-transcript[interactable] [157, 227, 949, 235]
multiz-base: N [424, 1086, 434, 1100]
window-position-label: Window Position [64, 1, 153, 15]
multiz-base: = [181, 1131, 189, 1145]
multiz-base: T [791, 1071, 799, 1085]
gencode-transcript[interactable] [157, 163, 949, 171]
base-letter: T [181, 51, 189, 65]
gencode-item-label[interactable]: RFFL [123, 544, 153, 558]
base-letter: T [242, 51, 250, 65]
gtex-tissue-bar[interactable] [171, 898, 177, 924]
